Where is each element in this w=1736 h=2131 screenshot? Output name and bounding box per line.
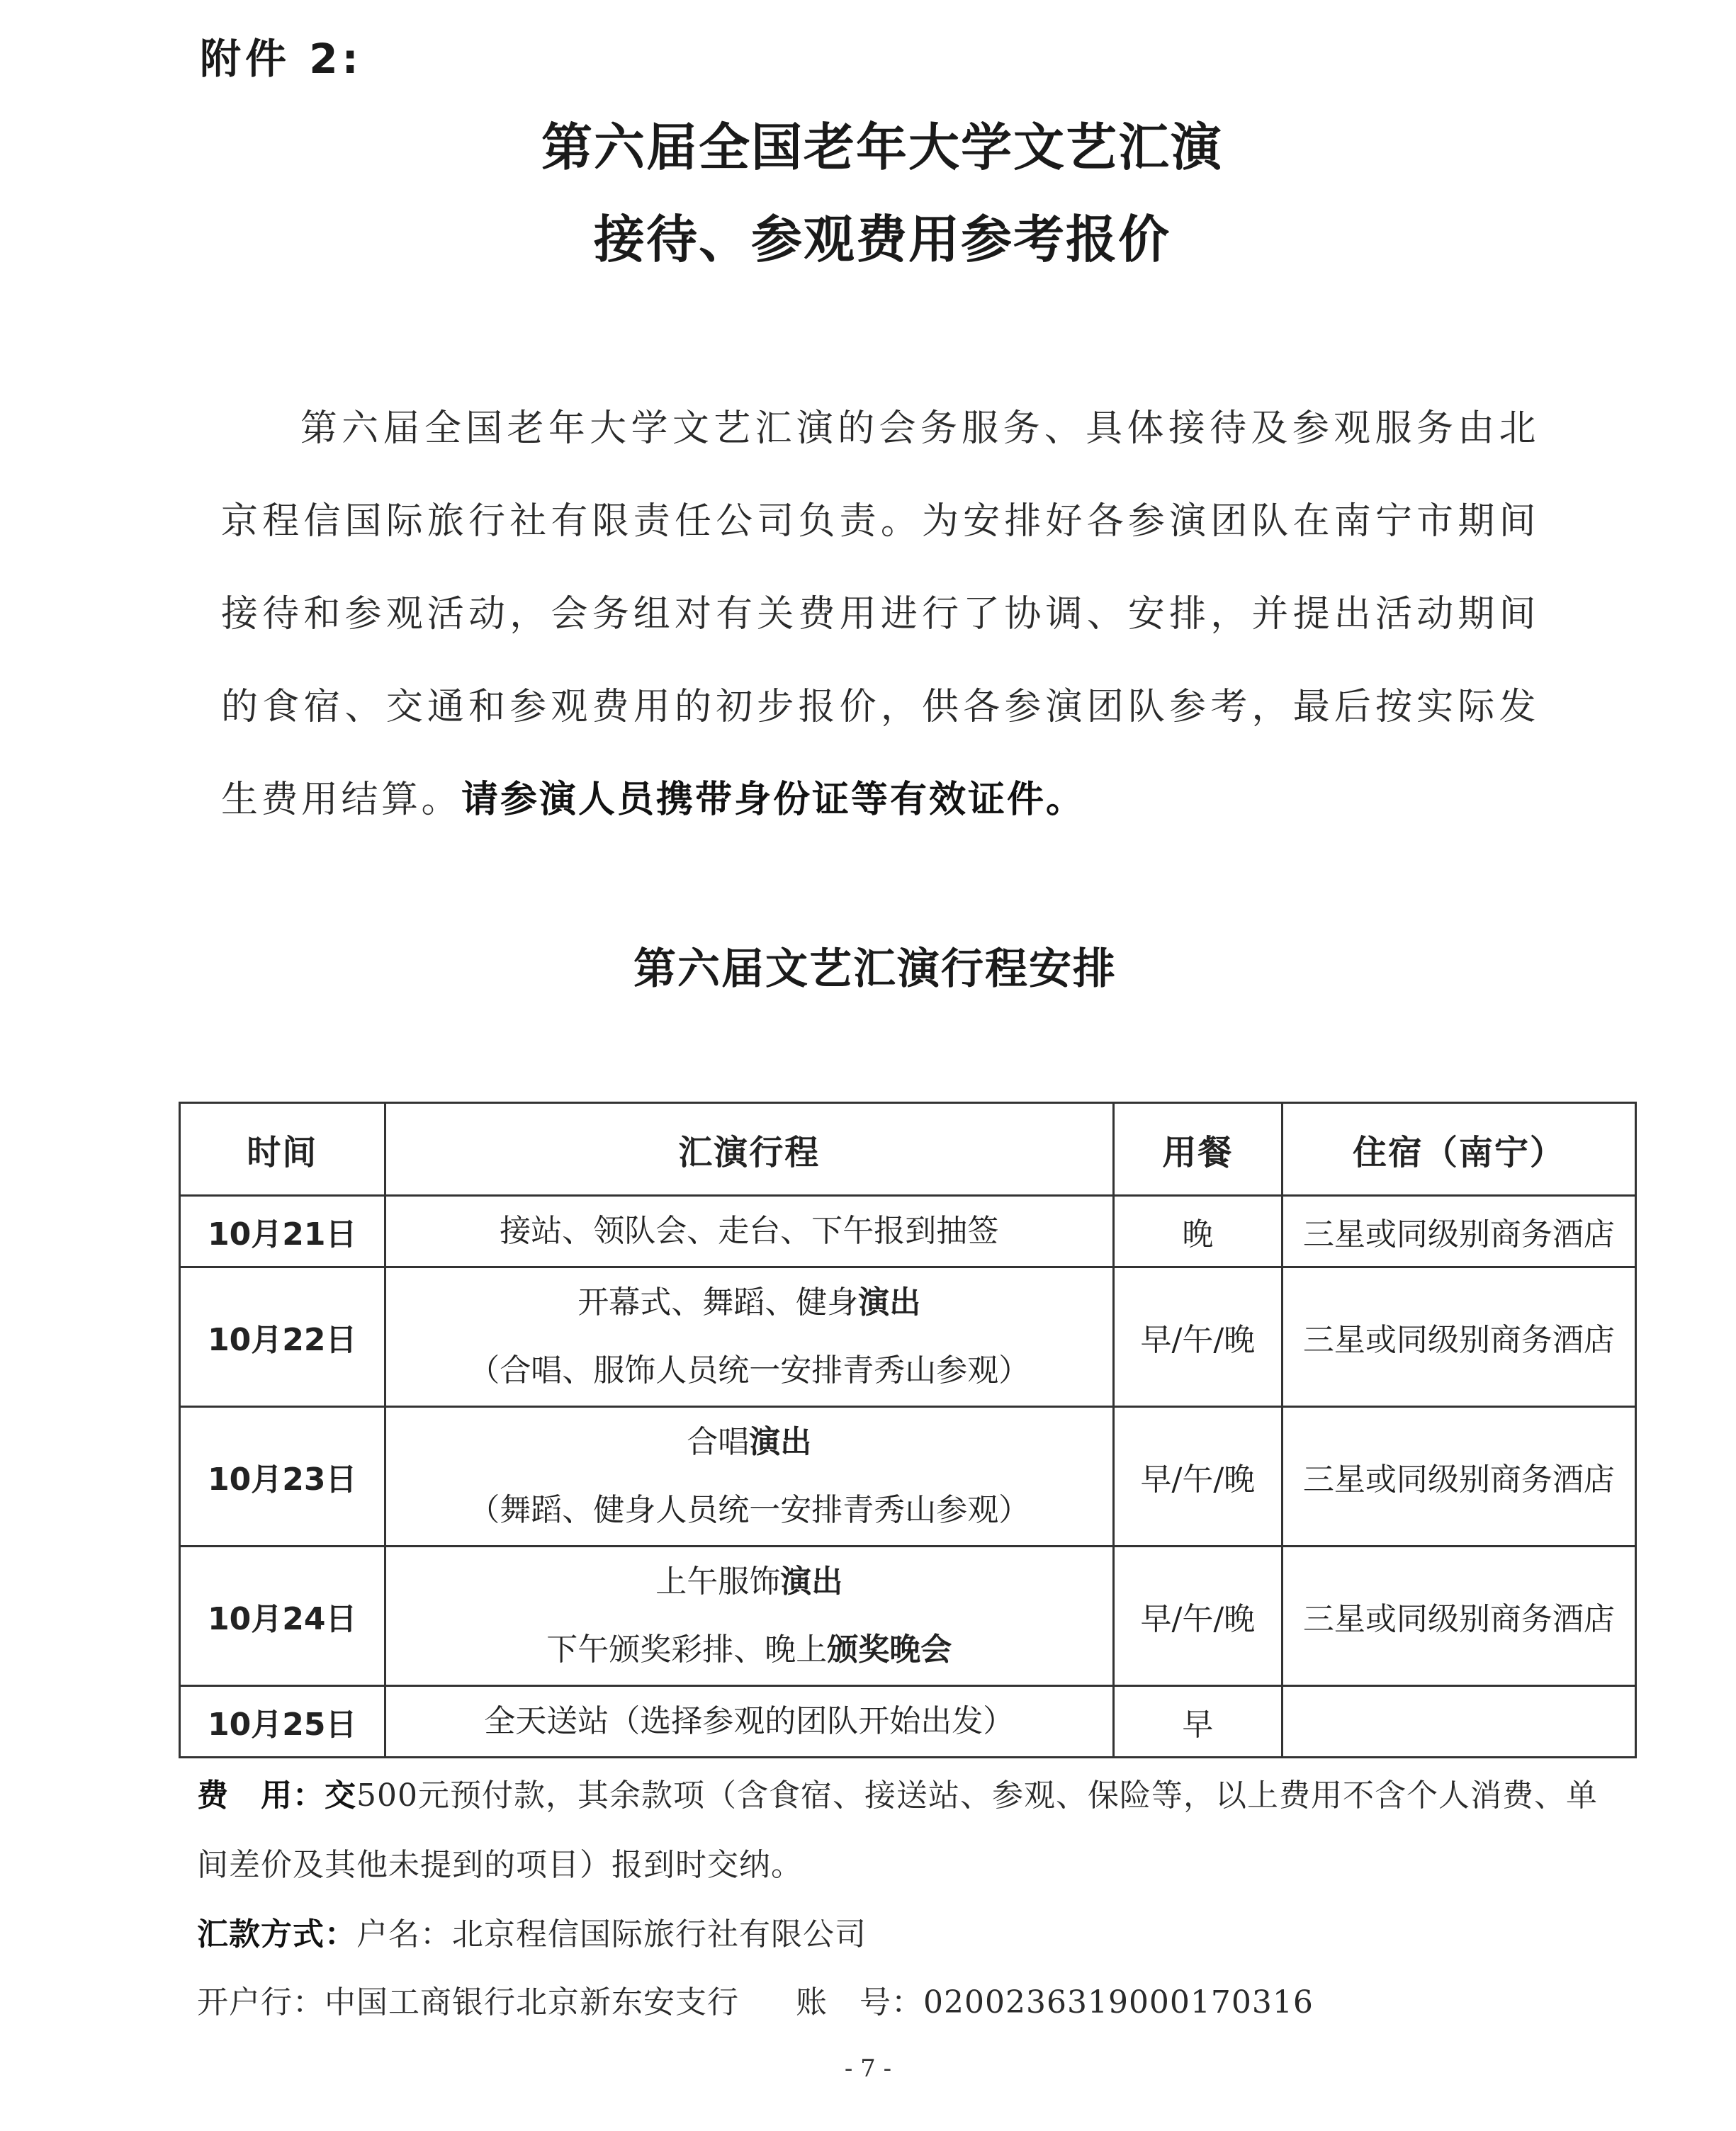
row-lodging: 三星或同级别商务酒店: [1282, 1407, 1635, 1547]
remittance-label: 汇款方式：: [197, 1916, 356, 1952]
program-note: （舞蹈、健身人员统一安排青秀山参观）: [468, 1492, 1030, 1528]
intro-body: 第六届全国老年大学文艺汇演的会务服务、具体接待及参观服务由北京程信国际旅行社有限责任公司负责。为安排好各参演团队在南宁市期间接待和参观活动，会务组对有关费用进行了协调、安排，并提出活动期间的食宿、交通和参观费用的初步报价，供各参演团队参考，最后按实际发生费用结算。: [221, 407, 1539, 821]
row-lodging: 三星或同级别商务酒店: [1282, 1267, 1635, 1407]
row-date: 10月25日: [180, 1686, 385, 1758]
row-meals: 早/午/晚: [1113, 1267, 1282, 1407]
program-text: 开幕式、舞蹈、健身: [577, 1284, 859, 1321]
intro-emphasis: 请参演人员携带身份证等有效证件。: [461, 779, 1086, 821]
attachment-label: 附件 2:: [200, 35, 363, 83]
document-title-line-1: 第六届全国老年大学文艺汇演: [541, 118, 1223, 177]
fee-text-continued: 间差价及其他未提到的项目）报到时交纳。: [197, 1847, 803, 1883]
intro-paragraph: [221, 383, 1539, 847]
row-meals: 早/午/晚: [1113, 1407, 1282, 1547]
row-program: [385, 1686, 1113, 1758]
row-program: [385, 1267, 1113, 1407]
row-date: 10月24日: [180, 1547, 385, 1686]
schedule-title: 第六届文艺汇演行程安排: [633, 944, 1117, 994]
schedule-table: [179, 1102, 1637, 1758]
program-emphasis: 演出: [858, 1284, 921, 1321]
row-program: [385, 1547, 1113, 1686]
bank-line: [197, 1977, 1314, 2022]
account-name: 户名：北京程信国际旅行社有限公司: [356, 1916, 867, 1952]
document-title-line-2: 接待、参观费用参考报价: [593, 210, 1171, 269]
program-note: （合唱、服饰人员统一安排青秀山参观）: [468, 1352, 1030, 1389]
row-lodging: [1282, 1686, 1635, 1758]
fee-label: 费 用：交: [197, 1777, 356, 1814]
page-number: - 7 -: [844, 2054, 892, 2083]
header-meals: 用餐: [1113, 1103, 1282, 1196]
program-text: 合唱: [687, 1424, 750, 1460]
schedule-header-row: [180, 1103, 1636, 1196]
table-row: [180, 1547, 1636, 1686]
table-row: [180, 1407, 1636, 1547]
row-lodging: 三星或同级别商务酒店: [1282, 1547, 1635, 1686]
fee-text: 500元预付款，其余款项（含食宿、接送站、参观、保险等，以上费用不含个人消费、单: [356, 1777, 1598, 1814]
header-time: 时间: [180, 1103, 385, 1196]
row-meals: 早: [1113, 1686, 1282, 1758]
row-meals: 早/午/晚: [1113, 1547, 1282, 1686]
program-text: 上午服饰: [655, 1564, 781, 1600]
table-row: [180, 1267, 1636, 1407]
program-text: 全天送站（选择参观的团队开始出发）: [484, 1703, 1015, 1739]
program-emphasis: 颁奖晚会: [827, 1632, 952, 1668]
table-row: [180, 1686, 1636, 1758]
row-meals: 晚: [1113, 1196, 1282, 1267]
table-row: [180, 1196, 1636, 1267]
header-lodging: 住宿（南宁）: [1282, 1103, 1635, 1196]
program-note: 下午颁奖彩排、晚上: [546, 1632, 828, 1668]
program-emphasis: 演出: [749, 1424, 812, 1460]
row-date: 10月21日: [180, 1196, 385, 1267]
row-date: 10月22日: [180, 1267, 385, 1407]
row-lodging: 三星或同级别商务酒店: [1282, 1196, 1635, 1267]
row-program: [385, 1196, 1113, 1267]
program-emphasis: 演出: [780, 1564, 843, 1600]
row-date: 10月23日: [180, 1407, 385, 1547]
fee-line: [197, 1770, 1598, 1815]
bank-name: 开户行：中国工商银行北京新东安支行: [197, 1984, 739, 2020]
fee-line-continued: [197, 1839, 803, 1884]
program-text: 接站、领队会、走台、下午报到抽签: [500, 1213, 999, 1249]
remittance-line: [197, 1909, 867, 1954]
account-number: 账 号：0200236319000170316: [796, 1984, 1314, 2020]
row-program: [385, 1407, 1113, 1547]
header-program: 汇演行程: [385, 1103, 1113, 1196]
